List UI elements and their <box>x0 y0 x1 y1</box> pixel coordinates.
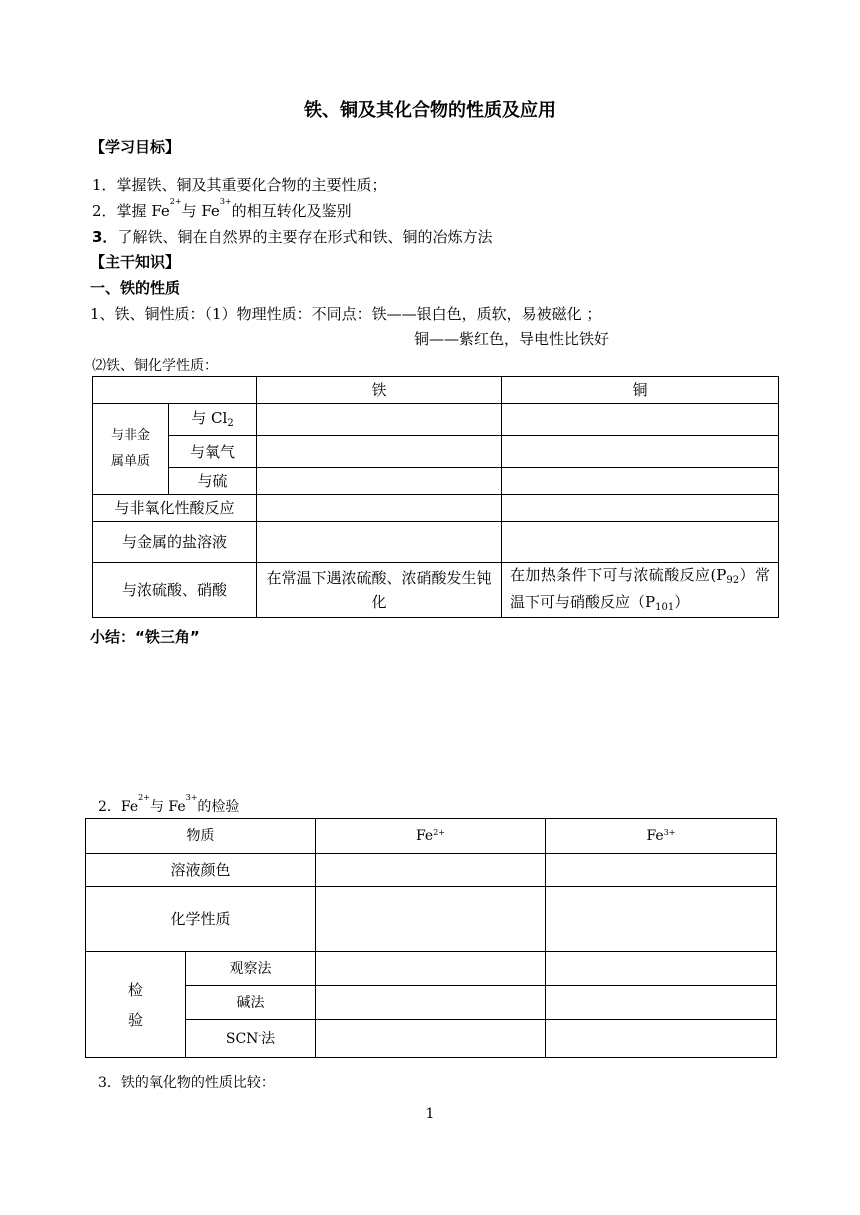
section-2-sup-1: 2+ <box>138 793 150 802</box>
table1-conc-copper-sub-1: 92 <box>726 575 740 586</box>
table2-row-scn-sup: - <box>258 1030 262 1040</box>
table1-row-cl2-subscript: 2 <box>227 418 234 429</box>
table2-cell <box>546 854 777 887</box>
section-2-text-b: 与 Fe <box>149 799 186 815</box>
table2-cell <box>316 952 546 986</box>
table1-cell <box>502 436 779 468</box>
table1-cell <box>257 436 502 468</box>
table1-cell <box>257 468 502 495</box>
table1-header-iron: 铁 <box>257 377 502 404</box>
section-goals-heading: 【学习目标】 <box>90 138 181 156</box>
table2-group-test-a: 检 <box>127 980 143 999</box>
table1-corner <box>93 377 257 404</box>
iron-copper-properties-table <box>92 376 779 618</box>
table2-row-base-method: 碱法 <box>186 986 316 1020</box>
table2-row-scn-text-b: 法 <box>261 1030 276 1047</box>
table1-cell <box>502 468 779 495</box>
table1-conc-copper-text-c: ） <box>674 593 690 611</box>
table2-header-fe3-text: Fe <box>646 828 664 844</box>
table2-cell <box>546 952 777 986</box>
table2-row-observation: 观察法 <box>186 952 316 986</box>
table2-cell <box>546 887 777 952</box>
goal-2-sup-a: 2+ <box>169 197 182 206</box>
table2-header-fe2-sup: 2+ <box>433 828 446 837</box>
table1-row-sulfur: 与硫 <box>169 468 257 495</box>
table2-cell <box>316 1020 546 1058</box>
goal-3-text: 了解铁、铜在自然界的主要存在形式和铁、铜的冶炼方法 <box>117 228 493 246</box>
goal-2 <box>92 197 352 221</box>
goal-3 <box>92 226 492 247</box>
table2-group-test-b: 验 <box>127 1010 143 1029</box>
table1-conc-copper-text-b: ）常温下可与硝酸反应（P <box>510 566 770 611</box>
goal-2-text-a: 掌握 Fe <box>116 202 170 220</box>
table2-cell <box>546 1020 777 1058</box>
table1-conc-copper-text-a: 在加热条件下可与浓硫酸反应(P <box>510 566 727 584</box>
section-main-heading: 【主干知识】 <box>90 253 181 271</box>
page-number: 1 <box>425 1106 435 1122</box>
goal-2-number: 2． <box>92 202 117 220</box>
table1-row-cl2 <box>169 404 257 436</box>
fe-ion-test-table <box>85 818 777 1058</box>
goal-1-text: 掌握铁、铜及其重要化合物的主要性质； <box>116 176 387 194</box>
section-2-sup-2: 3+ <box>185 793 198 802</box>
table1-row-metal-salt: 与金属的盐溶液 <box>93 522 257 563</box>
table1-cell <box>502 404 779 436</box>
goal-2-sup-b: 3+ <box>219 197 232 206</box>
table1-cell <box>257 522 502 563</box>
table1-group-nonmetal: 与非金 属单质 <box>93 404 169 495</box>
table2-row-solution-color: 溶液颜色 <box>86 854 316 887</box>
table2-header-fe3-sup: 3+ <box>663 828 676 837</box>
table2-cell <box>546 986 777 1020</box>
table1-cell <box>502 522 779 563</box>
table1-cell <box>257 495 502 522</box>
summary-iron-triangle: 小结：“铁三角” <box>90 628 200 646</box>
section-2-heading <box>98 793 240 816</box>
physical-properties-line-2: 铜——紫红色，导电性比铁好 <box>414 330 610 348</box>
physical-properties-line-1: 1、铁、铜性质：（1）物理性质：不同点：铁——银白色，质软，易被磁化 ； <box>90 305 602 323</box>
table1-row-concentrated-acid: 与浓硫酸、硝酸 <box>93 563 257 618</box>
goal-2-text-b: 与 Fe <box>181 202 220 220</box>
table1-conc-copper-sub-2: 101 <box>655 602 675 613</box>
table2-cell <box>316 986 546 1020</box>
section-3-heading: 3．铁的氧化物的性质比较： <box>98 1075 275 1091</box>
page-title: 铁、铜及其化合物的性质及应用 <box>304 100 556 121</box>
goal-2-text-c: 的相互转化及鉴别 <box>231 202 352 220</box>
section-2-text-a: 2．Fe <box>98 799 139 815</box>
section-iron-heading: 一、铁的性质 <box>90 279 181 297</box>
goal-3-number: 3． <box>92 228 118 246</box>
table1-row-oxygen: 与氧气 <box>169 436 257 468</box>
chemical-properties-heading: ⑵铁、铜化学性质： <box>92 358 218 374</box>
table2-group-test <box>86 952 186 1058</box>
goal-1 <box>92 174 387 195</box>
table2-row-scn-text-a: SCN <box>225 1030 259 1047</box>
table1-cell <box>502 495 779 522</box>
table2-header-fe2-text: Fe <box>415 828 434 844</box>
table1-cell <box>257 404 502 436</box>
table2-header-substance: 物质 <box>86 819 316 854</box>
table2-cell <box>316 887 546 952</box>
table2-header-fe3 <box>546 819 777 854</box>
table2-row-scn-method <box>186 1020 316 1058</box>
table1-row-cl2-text: 与 Cl <box>191 409 228 427</box>
goal-1-number: 1． <box>92 176 117 194</box>
table2-header-fe2 <box>316 819 546 854</box>
section-2-text-c: 的检验 <box>197 799 240 815</box>
table1-conc-iron: 在常温下遇浓硫酸、浓硝酸发生钝化 <box>257 563 502 618</box>
table2-row-chemical-properties: 化学性质 <box>86 887 316 952</box>
table1-conc-copper <box>502 563 779 618</box>
table1-header-copper: 铜 <box>502 377 779 404</box>
table2-cell <box>316 854 546 887</box>
table1-row-nonoxidizing-acid: 与非氧化性酸反应 <box>93 495 257 522</box>
